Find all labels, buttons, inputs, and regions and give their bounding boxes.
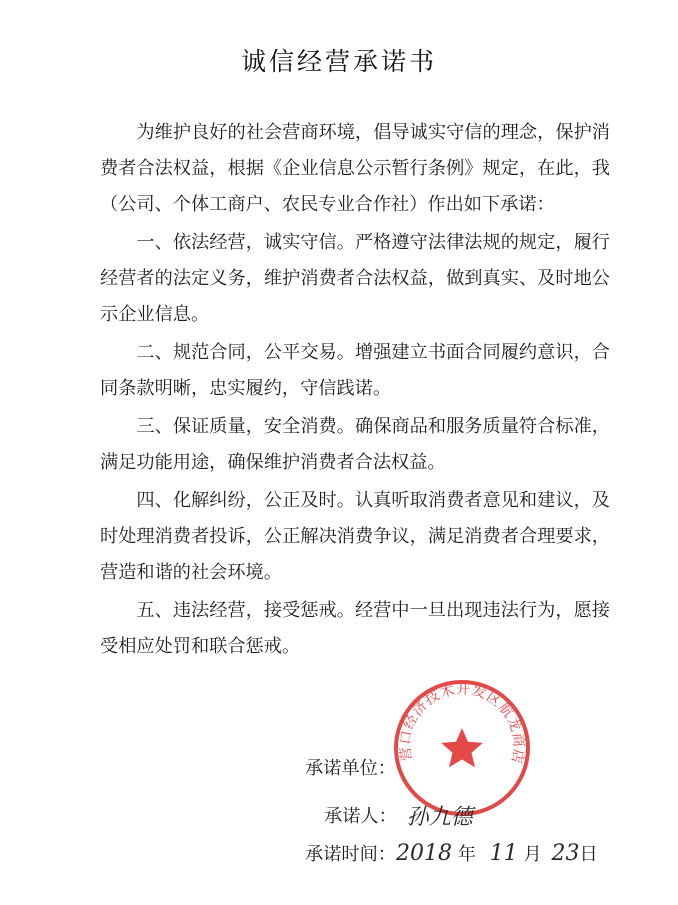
seal-star-icon (441, 728, 483, 767)
unit-label: 承诺单位： (305, 758, 396, 779)
person-label: 承诺人： (324, 806, 397, 827)
month-unit: 月 (523, 844, 542, 865)
unit-line (305, 754, 396, 780)
commitment-1: 一、依法经营，诚实守信。严格遵守法律法规的规定，履行经营者的法定义务，维护消费者合法权益，做到真实、及时地公示企业信息。 (100, 232, 610, 325)
year-unit: 年 (457, 844, 476, 865)
person-line (324, 798, 473, 830)
day-value: 23 (551, 841, 580, 866)
commitment-2: 二、规范合同，公平交易。增强建立书面合同履约意识，合同条款明晰，忠实履约，守信践诺。 (100, 342, 610, 399)
document-body (100, 115, 610, 667)
intro-paragraph: 为维护良好的社会营商环境，倡导诚实守信的理念，保护消费者合法权益，根据《企业信息公示暂行条例》规定，在此，我（公司、个体工商户、农民专业合作社）作出如下承诺： (100, 122, 610, 215)
seal-text: 营口经济技术开发区航龙商店 (397, 681, 527, 766)
commitment-4: 四、化解纠纷，公正及时。认真听取消费者意见和建议，及时处理消费者投诉，公正解决消费争议，满足消费者合理要求，营造和谐的社会环境。 (100, 490, 610, 583)
year-value: 2018 (395, 841, 452, 866)
document-title: 诚信经营承诺书 (240, 47, 437, 76)
time-line (305, 840, 598, 866)
month-value: 11 (489, 841, 518, 866)
time-label: 承诺时间： (305, 844, 396, 865)
commitment-5: 五、违法经营，接受惩戒。经营中一旦出现违法行为，愿接受相应处罚和联合惩戒。 (100, 600, 610, 657)
handwritten-signature: 孙九德 (406, 805, 473, 830)
commitment-3: 三、保证质量，安全消费。确保商品和服务质量符合标准，满足功能用途，确保维护消费者合法权益。 (100, 416, 610, 473)
official-seal (392, 678, 532, 818)
day-unit: 日 (579, 844, 598, 865)
